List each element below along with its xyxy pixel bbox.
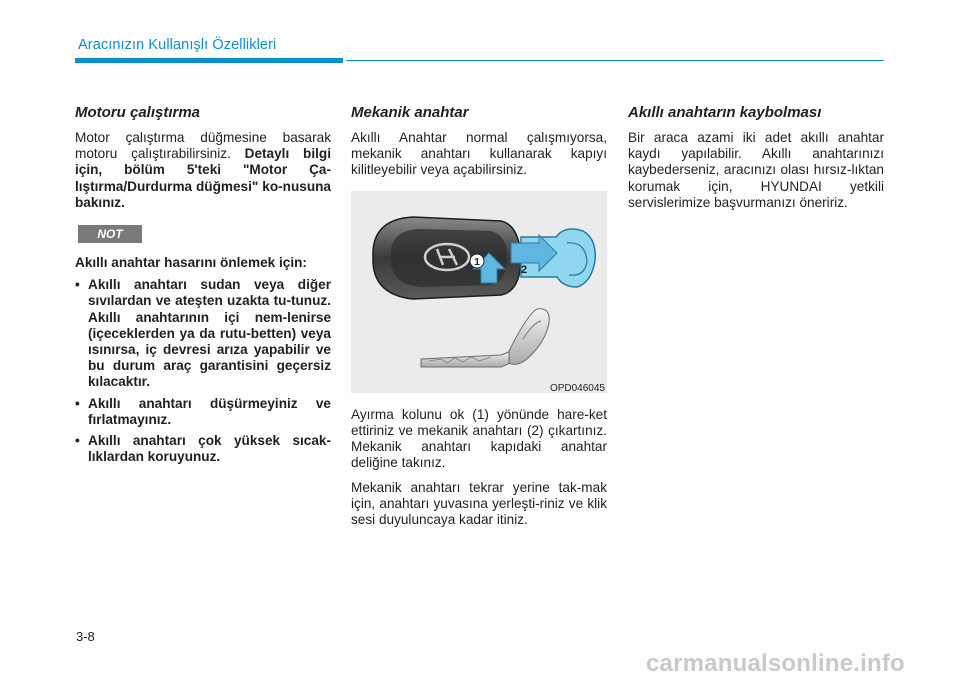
note-item-text: Akıllı anahtarı çok yüksek sıcak-lıklardan koruyunuz. [88,433,331,465]
header-rule [346,60,884,61]
starting-engine-reference: Detaylı bilgi için, bölüm 5'teki "Motor Ça-lıştırma/Durdurma düğmesi" ko-nusuna bakınız. [75,146,331,210]
starting-engine-paragraph [75,130,331,211]
lost-key-paragraph: Bir araca azami iki adet akıllı anahtar kaydı yapılabilir. Akıllı anahtarınızı kaybederseniz, aracınızı olası hırsız-lıktan korumak için, HYUNDAI yetkili servislerimize başvurmanızı öneririz. [628,130,884,210]
page-number: 3-8 [76,629,95,644]
note-list [75,277,331,465]
callout-2: 2 [521,263,528,276]
starting-engine-text: Motor çalıştırma düğmesine basarak motoru çalıştırabilirsiniz. [75,130,331,162]
mechanical-key-removal: Ayırma kolunu ok (1) yönünde hare-ket ettiriniz ve mekanik anahtarı (2) çıkartınız. Mekanik anahtarı kapıdaki anahtar deliğine takınız. [351,406,607,471]
note-item-text: Akıllı anahtarı sudan veya diğer sıvılardan ve ateşten uzakta tu-tunuz. Akıllı anahtarının içi nem-lenirse (içeceklerden ya da rutu-betten) veya ısınırsa, iç devresi arıza yapabilir ve bu durum araç garantisini geçersiz kılacaktır. [88,277,331,390]
note-item [75,396,331,428]
smart-key-illustration [351,191,607,393]
note-badge: NOT [78,225,142,243]
smart-key-drawing [351,191,607,393]
key-blade-head [509,308,549,364]
column-lost-key [628,104,884,219]
note-item [75,433,331,465]
note-intro: Akıllı anahtar hasarını önlemek için: [75,255,307,271]
figure-code: OPD046045 [549,382,605,394]
callout-1: 1 [474,256,480,268]
note-item-text: Akıllı anahtarı düşürmeyiniz ve fırlatmayınız. [88,395,331,427]
heading-mechanical-key: Mekanik anahtar [351,104,469,121]
bullet-icon: • [75,277,80,293]
bullet-icon: • [75,433,80,449]
heading-lost-key: Akıllı anahtarın kaybolması [628,104,822,121]
mechanical-key-reinsert: Mekanik anahtarı tekrar yerine tak-mak için, anahtarı yuvasına yerleşti-riniz ve klik sesi duyuluncaya kadar itiniz. [351,479,607,528]
note-item [75,277,331,390]
mechanical-key-intro: Akıllı Anahtar normal çalışmıyorsa, mekanik anahtarı kullanarak kapıyı kilitleyebilir veya açabilirsiniz. [351,130,607,178]
column-starting-engine [75,104,331,470]
header-accent-bar [75,58,343,63]
column-mechanical-key [351,104,607,536]
watermark: carmanualsonline.info [646,650,905,677]
heading-starting-engine: Motoru çalıştırma [75,104,201,121]
section-title: Aracınızın Kullanışlı Özellikleri [78,37,277,53]
bullet-icon: • [75,395,80,411]
